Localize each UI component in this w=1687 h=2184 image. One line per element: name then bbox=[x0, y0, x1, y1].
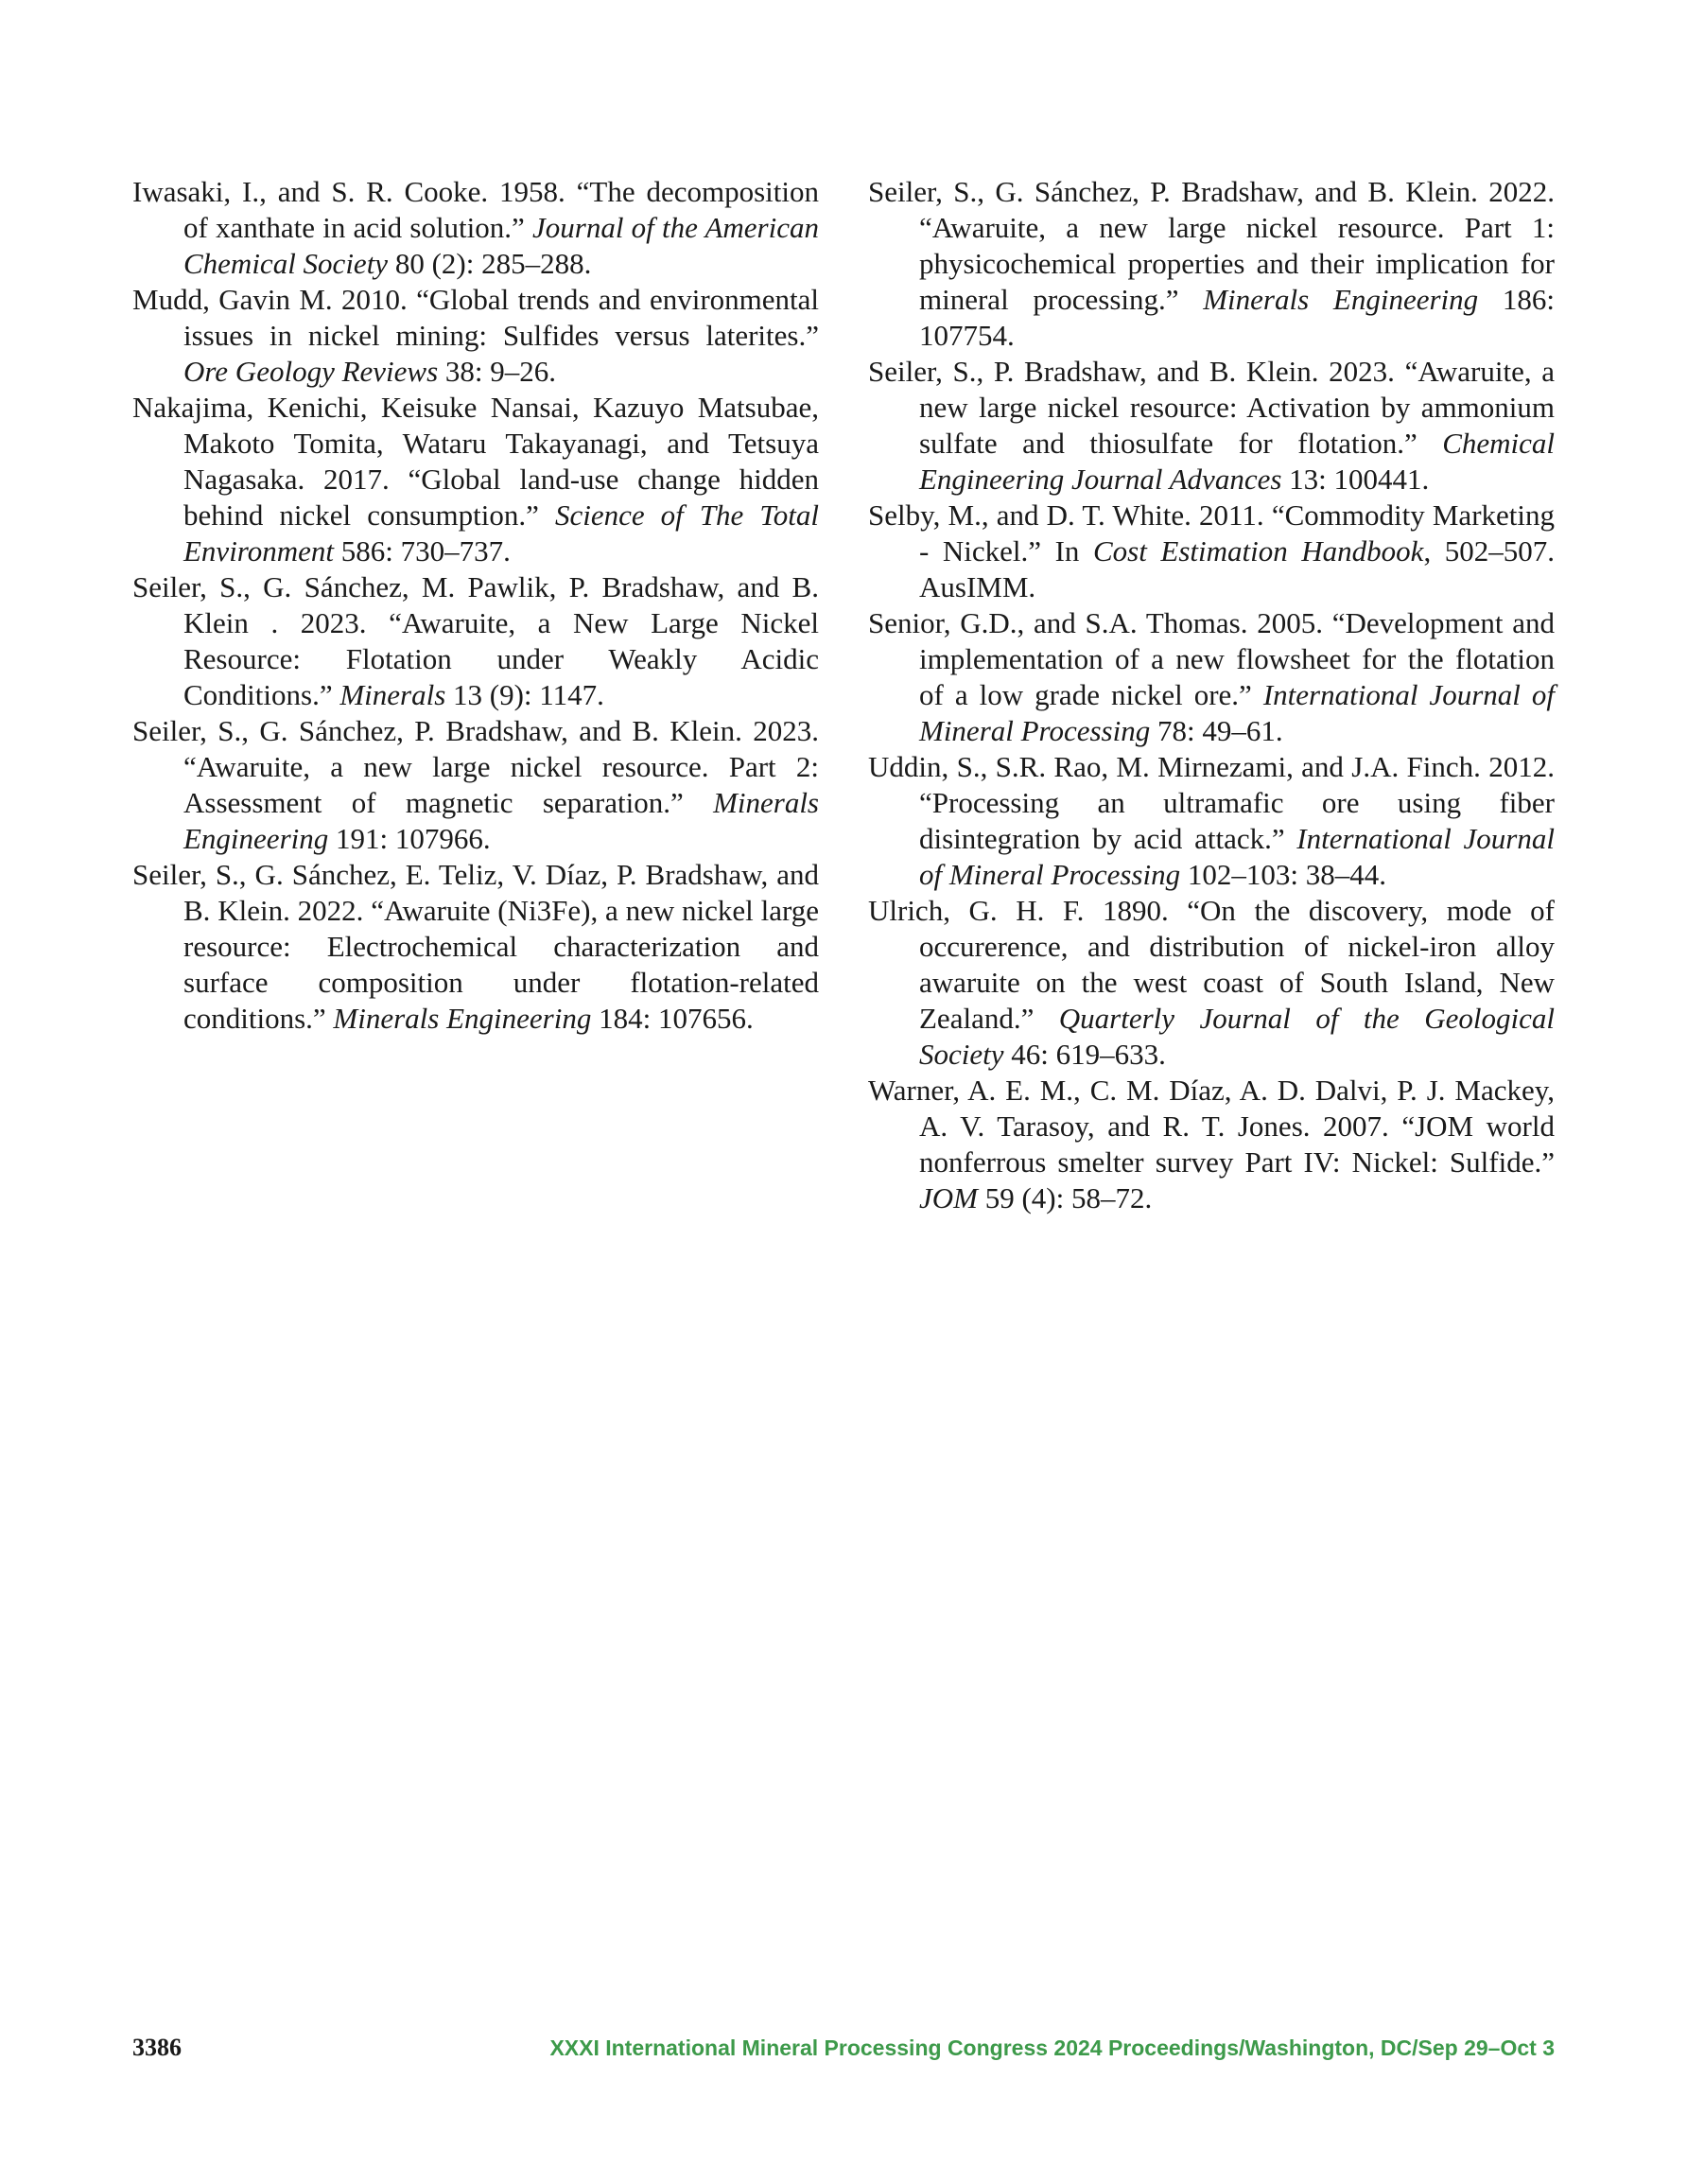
reference-text: Uddin, S., S.R. Rao, M. Mirnezami, and J.A. Finch. 2012. “Processing an ultramafic ore using fiber disintegration by acid attack.” bbox=[868, 750, 1555, 855]
reference-text: Seiler, S., G. Sánchez, P. Bradshaw, and B. Klein. 2022. “Awaruite, a new large nickel resource. Part 1: physicochemical properties and their implication for mineral processing.” bbox=[868, 175, 1555, 316]
reference-details: , 502–507. AusIMM. bbox=[919, 534, 1555, 603]
reference-entry bbox=[868, 749, 1555, 893]
reference-text: Mudd, Gavin M. 2010. “Global trends and environmental issues in nickel mining: Sulfides versus laterites.” bbox=[132, 283, 819, 352]
reference-journal: Ore Geology Reviews bbox=[183, 355, 439, 388]
reference-journal: Minerals Engineering bbox=[333, 1002, 592, 1035]
reference-details: 46: 619–633. bbox=[1003, 1038, 1166, 1071]
reference-details: 586: 730–737. bbox=[333, 534, 511, 568]
reference-journal: Chemical Engineering Journal Advances bbox=[919, 427, 1555, 496]
reference-details: 102–103: 38–44. bbox=[1180, 858, 1386, 891]
reference-text: Seiler, S., G. Sánchez, E. Teliz, V. Díaz, P. Bradshaw, and B. Klein. 2022. “Awaruite (Ni3Fe), a new nickel large resource: Electrochemical characterization and surface composition under flotation-related conditions.” bbox=[132, 858, 819, 1035]
reference-text: Iwasaki, I., and S. R. Cooke. 1958. “The decomposition of xanthate in acid solution.” bbox=[132, 175, 819, 244]
page-footer bbox=[132, 2032, 1555, 2064]
reference-entry bbox=[132, 713, 819, 857]
reference-text: Warner, A. E. M., C. M. Díaz, A. D. Dalvi, P. J. Mackey, A. V. Tarasoy, and R. T. Jones. 2007. “JOM world nonferrous smelter survey Part IV: Nickel: Sulfide.” bbox=[868, 1074, 1555, 1179]
reference-journal: International Journal of Mineral Processing bbox=[919, 678, 1555, 747]
reference-details: 184: 107656. bbox=[591, 1002, 754, 1035]
reference-entry bbox=[868, 893, 1555, 1073]
reference-text: Senior, G.D., and S.A. Thomas. 2005. “Development and implementation of a new flowsheet for the flotation of a low grade nickel ore.” bbox=[868, 606, 1555, 711]
reference-journal: Minerals Engineering bbox=[183, 786, 819, 855]
reference-journal: Minerals bbox=[339, 678, 446, 711]
reference-text: Selby, M., and D. T. White. 2011. “Commodity Marketing - Nickel.” In bbox=[868, 498, 1555, 568]
reference-details: 186: 107754. bbox=[919, 283, 1555, 352]
reference-details: 13: 100441. bbox=[1281, 463, 1430, 496]
reference-text: Nakajima, Kenichi, Keisuke Nansai, Kazuyo Matsubae, Makoto Tomita, Wataru Takayanagi, and Tetsuya Nagasaka. 2017. “Global land-use change hidden behind nickel consumption.” bbox=[132, 391, 819, 532]
reference-entry bbox=[132, 569, 819, 713]
reference-entry bbox=[868, 498, 1555, 605]
reference-details: 13 (9): 1147. bbox=[445, 678, 604, 711]
reference-entry bbox=[132, 282, 819, 390]
reference-journal: Journal of the American Chemical Society bbox=[183, 211, 819, 280]
reference-text: Ulrich, G. H. F. 1890. “On the discovery, mode of occurerence, and distribution of nickel-iron alloy awaruite on the west coast of South Island, New Zealand.” bbox=[868, 894, 1555, 1035]
references-column-right bbox=[868, 174, 1555, 1216]
reference-journal: International Journal of Mineral Processing bbox=[919, 822, 1555, 891]
reference-entry bbox=[132, 857, 819, 1037]
reference-details: 59 (4): 58–72. bbox=[977, 1181, 1153, 1214]
reference-text: Seiler, S., G. Sánchez, M. Pawlik, P. Bradshaw, and B. Klein . 2023. “Awaruite, a New Large Nickel Resource: Flotation under Weakly Acidic Conditions.” bbox=[132, 570, 819, 711]
reference-journal: Minerals Engineering bbox=[1203, 283, 1479, 316]
reference-journal: Quarterly Journal of the Geological Society bbox=[919, 1002, 1555, 1071]
reference-details: 80 (2): 285–288. bbox=[388, 247, 592, 280]
reference-journal: JOM bbox=[919, 1181, 978, 1214]
reference-text: Seiler, S., G. Sánchez, P. Bradshaw, and B. Klein. 2023. “Awaruite, a new large nickel resource. Part 2: Assessment of magnetic separation.” bbox=[132, 714, 819, 819]
reference-details: 78: 49–61. bbox=[1150, 714, 1283, 747]
reference-journal: Cost Estimation Handbook bbox=[1092, 534, 1424, 568]
reference-entry bbox=[132, 174, 819, 282]
reference-text: Seiler, S., P. Bradshaw, and B. Klein. 2023. “Awaruite, a new large nickel resource: Activation by ammonium sulfate and thiosulfate for flotation.” bbox=[868, 355, 1555, 460]
running-title: XXXI International Mineral Processing Congress 2024 Proceedings/Washington, DC/Sep 29–Oct 3 bbox=[549, 2035, 1555, 2060]
reference-details: 38: 9–26. bbox=[438, 355, 557, 388]
reference-entry bbox=[868, 605, 1555, 749]
reference-entry bbox=[132, 390, 819, 569]
reference-entry bbox=[868, 174, 1555, 354]
reference-entry bbox=[868, 1073, 1555, 1216]
references-column-left bbox=[132, 174, 819, 1037]
reference-journal: Science of The Total Environment bbox=[183, 498, 819, 568]
page-number: 3386 bbox=[132, 2034, 182, 2061]
reference-entry bbox=[868, 354, 1555, 498]
reference-details: 191: 107966. bbox=[328, 822, 491, 855]
